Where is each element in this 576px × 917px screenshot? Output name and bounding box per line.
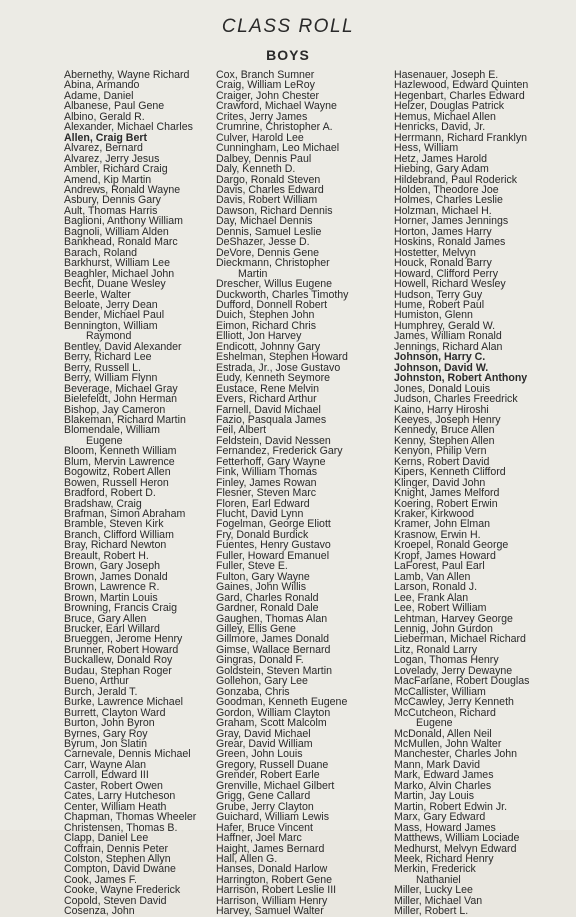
student-name: Abina, Armando bbox=[64, 79, 140, 92]
student-name: Kaino, Harry Hiroshi bbox=[394, 403, 489, 416]
student-name: Bowen, Russell Heron bbox=[64, 476, 169, 489]
student-name: Buckallew, Donald Roy bbox=[64, 654, 173, 667]
student-name: Martin, Robert Edwin Jr. bbox=[394, 800, 508, 813]
student-name: Bankhead, Ronald Marc bbox=[64, 236, 178, 249]
name-continuation: Nathaniel bbox=[416, 873, 461, 886]
student-name: Herrmann, Richard Franklyn bbox=[394, 131, 528, 144]
student-name: Budau, Stephan Roger bbox=[64, 664, 172, 677]
student-name: McMullen, John Walter bbox=[394, 738, 502, 750]
student-name: Compton, David Dwane bbox=[64, 863, 176, 876]
student-name: Carnevale, Dennis Michael bbox=[64, 748, 191, 761]
student-name: Burch, Jerald T. bbox=[64, 685, 138, 698]
student-name: Knight, James Melford bbox=[394, 487, 500, 500]
student-name: Hemus, Michael Allen bbox=[394, 110, 496, 123]
student-name: Gregory, Russell Duane bbox=[216, 758, 329, 771]
student-name: Adame, Daniel bbox=[64, 89, 134, 102]
student-name: Hanses, Donald Harlow bbox=[216, 863, 328, 876]
student-name: Blakeman, Richard Martin bbox=[64, 413, 186, 426]
student-name: Dawson, Richard Dennis bbox=[216, 204, 333, 217]
student-name: DeVore, Dennis Gene bbox=[216, 246, 320, 259]
student-name: Matthews, William Lociade bbox=[394, 832, 520, 845]
student-name: Fulton, Gary Wayne bbox=[216, 570, 310, 583]
student-name: Feldstein, David Nessen bbox=[216, 434, 331, 447]
student-name: Mann, Mark David bbox=[394, 758, 480, 771]
student-name: Craiger, John Chester bbox=[216, 89, 320, 102]
student-name: Davis, Robert William bbox=[216, 194, 318, 207]
student-name: Asbury, Dennis Gary bbox=[64, 194, 161, 207]
student-name: Day, Michael Dennis bbox=[216, 215, 313, 228]
student-name: Berry, Russell L. bbox=[64, 361, 141, 374]
student-name: Marko, Alvin Charles bbox=[394, 779, 492, 792]
student-name: Hall, Allen G. bbox=[216, 852, 278, 865]
student-name: Copold, Steven David bbox=[64, 894, 167, 907]
student-name: Cosenza, John bbox=[64, 905, 135, 917]
student-name: Humiston, Glenn bbox=[394, 309, 473, 322]
student-name: Hostetter, Melvyn bbox=[394, 246, 476, 259]
student-name: Gaines, John Willis bbox=[216, 581, 307, 594]
student-name: Hoskins, Ronald James bbox=[394, 236, 506, 249]
student-name: Center, William Heath bbox=[64, 800, 167, 813]
student-name: Brucker, Earl Willard bbox=[64, 623, 160, 636]
student-name: Gollehon, Gary Lee bbox=[216, 675, 308, 688]
student-name: Hetz, James Harold bbox=[394, 152, 488, 165]
student-name: Cook, James F. bbox=[64, 873, 138, 886]
student-name: Elliott, Jon Harvey bbox=[216, 330, 302, 343]
student-name: Blum, Mervin Lawrence bbox=[64, 455, 175, 468]
student-name: DeShazer, Jesse D. bbox=[216, 236, 310, 249]
name-continuation: Eugene bbox=[416, 717, 453, 730]
student-name: Grenville, Michael Gilbert bbox=[216, 779, 335, 792]
student-name: Byrnes, Gary Roy bbox=[64, 727, 148, 740]
student-name: Feil, Albert bbox=[216, 424, 267, 437]
student-name: Becht, Duane Wesley bbox=[64, 278, 166, 291]
student-name: Larson, Ronald J. bbox=[394, 581, 478, 594]
student-name: Miller, Robert L. bbox=[394, 905, 469, 917]
student-name: Fazio, Pasquala James bbox=[216, 413, 327, 426]
student-name: Brown, Martin Louis bbox=[64, 591, 158, 604]
student-name: Fuller, Steve E. bbox=[216, 560, 288, 573]
student-name: McDonald, Allen Neil bbox=[394, 727, 492, 740]
student-name: Kroepel, Ronald George bbox=[394, 539, 509, 552]
student-name: Evers, Richard Arthur bbox=[216, 393, 317, 406]
student-name: Kennedy, Bruce Allen bbox=[394, 424, 495, 437]
student-name: Bramble, Steven Kirk bbox=[64, 518, 164, 531]
student-name: Hiebing, Gary Adam bbox=[394, 163, 489, 176]
student-name: Gimse, Wallace Bernard bbox=[216, 643, 331, 656]
student-name: Graham, Scott Malcolm bbox=[216, 717, 327, 730]
student-name: Holmes, Charles Leslie bbox=[394, 194, 503, 207]
student-name: Bradford, Robert D. bbox=[64, 487, 156, 500]
student-name: Fetterhoff, Gary Wayne bbox=[216, 455, 326, 468]
student-name: McCawley, Jerry Kenneth bbox=[394, 696, 514, 709]
student-name: Estrada, Jr., Jose Gustavo bbox=[216, 361, 341, 374]
student-name: Krasnow, Erwin H. bbox=[394, 528, 481, 541]
student-name: Lamb, Van Allen bbox=[394, 570, 471, 583]
student-name: Haight, James Bernard bbox=[216, 842, 325, 855]
section-subtitle: BOYS bbox=[266, 47, 310, 63]
student-name: Eudy, Kenneth Seymore bbox=[216, 372, 331, 385]
student-name: Albino, Gerald R. bbox=[64, 110, 145, 123]
student-name: Barkhurst, William Lee bbox=[64, 257, 170, 270]
student-name: Kipers, Kenneth Clifford bbox=[394, 466, 506, 479]
student-name: Ambler, Richard Craig bbox=[64, 163, 168, 176]
student-name: LaForest, Paul Earl bbox=[394, 560, 485, 573]
student-name: Kerns, Robert David bbox=[394, 455, 490, 468]
student-name: Bruce, Gary Allen bbox=[64, 612, 147, 625]
student-name: Johnston, Robert Anthony bbox=[394, 372, 528, 385]
student-name: Fogelman, George Eliott bbox=[216, 518, 331, 531]
student-name: Lee, Frank Alan bbox=[394, 591, 469, 604]
student-name: Caster, Robert Owen bbox=[64, 779, 163, 792]
student-name: Duckworth, Charles Timothy bbox=[216, 288, 349, 301]
student-name: Marx, Gary Edward bbox=[394, 811, 486, 824]
student-name: Harrison, William Henry bbox=[216, 894, 328, 907]
student-name: Kropf, James Howard bbox=[394, 549, 496, 562]
student-name: Mark, Edward James bbox=[394, 769, 494, 782]
student-name: Green, John Louis bbox=[216, 748, 303, 761]
student-name: Lieberman, Michael Richard bbox=[394, 633, 526, 646]
student-name: McCutcheon, Richard bbox=[394, 706, 496, 719]
student-name: Kraker, Kirkwood bbox=[394, 508, 475, 521]
student-name: Grube, Jerry Clayton bbox=[216, 800, 314, 813]
student-name: Lennig, John Gurdon bbox=[394, 623, 493, 636]
student-name: Davis, Charles Edward bbox=[216, 183, 324, 196]
student-name: Bentley, David Alexander bbox=[64, 340, 182, 353]
student-name: Hafer, Bruce Vincent bbox=[216, 821, 313, 834]
student-name: Guichard, William Lewis bbox=[216, 811, 330, 824]
student-name: Bennington, William bbox=[64, 319, 158, 332]
student-name: Allen, Craig Bert bbox=[64, 131, 148, 144]
student-name: Goldstein, Steven Martin bbox=[216, 664, 332, 677]
student-name: Brown, Lawrence R. bbox=[64, 581, 160, 594]
student-name: Eshelman, Stephen Howard bbox=[216, 351, 348, 364]
student-name: Alexander, Michael Charles bbox=[64, 121, 193, 134]
student-name: Gonzaba, Chris bbox=[216, 685, 290, 698]
student-name: Manchester, Charles John bbox=[394, 748, 518, 761]
student-name: Grigg, Gene Callard bbox=[216, 790, 311, 803]
student-name: Farnell, David Michael bbox=[216, 403, 321, 416]
student-name: Miller, Michael Van bbox=[394, 894, 483, 907]
student-name: Bielefeldt, John Herman bbox=[64, 393, 178, 406]
student-name: Brafman, Simon Abraham bbox=[64, 508, 186, 521]
student-name: Blomendale, William bbox=[64, 424, 160, 437]
student-name: Gilley, Ellis Gene bbox=[216, 623, 296, 636]
student-name: Coffrain, Dennis Peter bbox=[64, 842, 169, 855]
student-name: Flesner, Steven Marc bbox=[216, 487, 317, 500]
student-name: Jennings, Richard Alan bbox=[394, 340, 503, 353]
student-name: Houck, Ronald Barry bbox=[394, 257, 492, 270]
student-name: Merkin, Frederick bbox=[394, 863, 476, 876]
student-name: Holzman, Michael H. bbox=[394, 204, 492, 217]
student-name: Hegenbart, Charles Edward bbox=[394, 89, 525, 102]
student-name: Eimon, Richard Chris bbox=[216, 319, 317, 332]
student-name: Drescher, Willus Eugene bbox=[216, 278, 332, 291]
student-name: Koering, Robert Erwin bbox=[394, 497, 498, 510]
student-name: Crites, Jerry James bbox=[216, 110, 308, 123]
student-name: Ault, Thomas Harris bbox=[64, 204, 158, 217]
student-name: Byrum, Jon Slatin bbox=[64, 738, 148, 750]
student-name: Harvey, Samuel Walter bbox=[216, 905, 324, 917]
student-name: Dargo, Ronald Steven bbox=[216, 173, 321, 186]
roll-columns bbox=[64, 69, 566, 917]
student-name: Fuller, Howard Emanuel bbox=[216, 549, 330, 562]
student-name: Floren, Earl Edward bbox=[216, 497, 310, 510]
student-name: Gillmore, James Donald bbox=[216, 633, 330, 646]
student-name: Meek, Richard Henry bbox=[394, 852, 494, 865]
name-continuation: Raymond bbox=[86, 330, 132, 343]
student-name: Cunningham, Leo Michael bbox=[216, 142, 340, 155]
page-title: CLASS ROLL bbox=[221, 16, 355, 37]
student-name: Dufford, Donnell Robert bbox=[216, 298, 328, 311]
student-name: Cates, Larry Hutcheson bbox=[64, 790, 176, 803]
student-name: Dalbey, Dennis Paul bbox=[216, 152, 312, 165]
student-name: Dennis, Samuel Leslie bbox=[216, 225, 322, 238]
student-name: Burton, John Byron bbox=[64, 717, 155, 730]
student-name: Humphrey, Gerald W. bbox=[394, 319, 496, 332]
student-name: Judson, Charles Freedrick bbox=[394, 393, 518, 406]
student-name: Flucht, David Lynn bbox=[216, 508, 304, 521]
student-name: Holden, Theodore Joe bbox=[394, 183, 499, 196]
student-name: Brown, Gary Joseph bbox=[64, 560, 160, 573]
student-name: Clapp, Daniel Lee bbox=[64, 832, 149, 845]
student-name: Bishop, Jay Cameron bbox=[64, 403, 166, 416]
student-name: Andrews, Ronald Wayne bbox=[64, 183, 181, 196]
name-continuation: Martin bbox=[238, 267, 268, 280]
student-name: Hasenauer, Joseph E. bbox=[394, 69, 499, 81]
student-name: Helzer, Douglas Patrick bbox=[394, 100, 505, 113]
student-name: Goodman, Kenneth Eugene bbox=[216, 696, 348, 709]
student-name: Alvarez, Bernard bbox=[64, 142, 143, 155]
student-name: Berry, William Flynn bbox=[64, 372, 158, 385]
student-name: Berry, Richard Lee bbox=[64, 351, 152, 364]
student-name: Jones, Donald Louis bbox=[394, 382, 490, 395]
student-name: Hudson, Terry Guy bbox=[394, 288, 483, 301]
roll-column-3 bbox=[394, 70, 562, 917]
student-name: Hume, Robert Paul bbox=[394, 298, 485, 311]
student-name: Klinger, David John bbox=[394, 476, 486, 489]
student-name: Haffner, Joel Marc bbox=[216, 832, 302, 845]
student-name: Brown, James Donald bbox=[64, 570, 168, 583]
student-name: Kenyon, Philip Vern bbox=[394, 445, 487, 458]
student-name: Brunner, Robert Howard bbox=[64, 643, 179, 656]
student-name: Henricks, David, Jr. bbox=[394, 121, 486, 134]
student-name: Hess, William bbox=[394, 142, 459, 155]
student-name: MacFarlane, Robert Douglas bbox=[394, 675, 530, 688]
student-name: Breault, Robert H. bbox=[64, 549, 149, 562]
student-name: Beloate, Jerry Dean bbox=[64, 298, 158, 311]
student-name: Gardner, Ronald Dale bbox=[216, 602, 319, 615]
student-name: Finley, James Rowan bbox=[216, 476, 317, 489]
student-name: Bagnoli, William Alden bbox=[64, 225, 169, 238]
student-name: Howard, Clifford Perry bbox=[394, 267, 499, 280]
student-name: Burke, Lawrence Michael bbox=[64, 696, 183, 709]
student-name: Martin, Jay Louis bbox=[394, 790, 475, 803]
student-name: Bueno, Arthur bbox=[64, 675, 129, 688]
student-name: Beerle, Walter bbox=[64, 288, 131, 301]
student-name: Miller, Lucky Lee bbox=[394, 884, 473, 897]
student-name: Logan, Thomas Henry bbox=[394, 654, 499, 667]
student-name: James, William Ronald bbox=[394, 330, 502, 343]
student-name: Grender, Robert Earle bbox=[216, 769, 320, 782]
student-name: Johnson, David W. bbox=[394, 361, 489, 374]
student-name: Fernandez, Frederick Gary bbox=[216, 445, 343, 458]
student-name: Johnson, Harry C. bbox=[394, 351, 486, 364]
student-name: Beaghler, Michael John bbox=[64, 267, 175, 280]
roll-column-1 bbox=[64, 70, 232, 917]
student-name: Litz, Ronald Larry bbox=[394, 643, 478, 656]
student-name: Gordon, William Clayton bbox=[216, 706, 331, 719]
student-name: Gray, David Michael bbox=[216, 727, 311, 740]
student-name: Cooke, Wayne Frederick bbox=[64, 884, 181, 897]
student-name: Fink, William Thomas bbox=[216, 466, 318, 479]
roll-column-2 bbox=[216, 70, 384, 917]
student-name: Kenny, Stephen Allen bbox=[394, 434, 495, 447]
student-name: Lehtman, Harvey George bbox=[394, 612, 513, 625]
student-name: Kramer, John Elman bbox=[394, 518, 490, 531]
student-name: Bogowitz, Robert Allen bbox=[64, 466, 171, 479]
student-name: Gaughen, Thomas Alan bbox=[216, 612, 328, 625]
student-name: Lovelady, Jerry Dewayne bbox=[394, 664, 513, 677]
student-name: Grear, David William bbox=[216, 738, 313, 750]
student-name: Hazlewood, Edward Quinten bbox=[394, 79, 529, 92]
student-name: Keeyes, Joseph Henry bbox=[394, 413, 501, 426]
student-name: Duich, Stephen John bbox=[216, 309, 315, 322]
student-name: Carroll, Edward III bbox=[64, 769, 149, 782]
student-name: Endicott, Johnny Gary bbox=[216, 340, 321, 353]
student-name: Hildebrand, Paul Roderick bbox=[394, 173, 518, 186]
student-name: Bradshaw, Craig bbox=[64, 497, 142, 510]
student-name: Gard, Charles Ronald bbox=[216, 591, 319, 604]
student-name: Browning, Francis Craig bbox=[64, 602, 178, 615]
student-name: Crumrine, Christopher A. bbox=[216, 121, 333, 134]
student-name: Fuentes, Henry Gustavo bbox=[216, 539, 331, 552]
student-name: Dieckmann, Christopher bbox=[216, 257, 330, 270]
student-name: Horton, James Harry bbox=[394, 225, 492, 238]
student-name: Harrison, Robert Leslie III bbox=[216, 884, 337, 897]
student-name: Carr, Wayne Alan bbox=[64, 758, 147, 771]
student-name: Bender, Michael Paul bbox=[64, 309, 165, 322]
student-name: Craig, William LeRoy bbox=[216, 79, 315, 92]
student-name: Albanese, Paul Gene bbox=[64, 100, 165, 113]
student-name: Amend, Kip Martin bbox=[64, 173, 152, 186]
student-name: Mass, Howard James bbox=[394, 821, 496, 834]
student-name: Medhurst, Melvyn Edward bbox=[394, 842, 517, 855]
student-name: Alvarez, Jerry Jesus bbox=[64, 152, 160, 165]
student-name: Beverage, Michael Gray bbox=[64, 382, 178, 395]
student-name: Crawford, Michael Wayne bbox=[216, 100, 337, 113]
student-name: McCallister, William bbox=[394, 685, 486, 698]
student-name: Bray, Richard Newton bbox=[64, 539, 167, 552]
student-name: Harrington, Robert Gene bbox=[216, 873, 333, 886]
student-name: Christensen, Thomas B. bbox=[64, 821, 178, 834]
student-name: Daly, Kenneth D. bbox=[216, 163, 296, 176]
student-name: Barach, Roland bbox=[64, 246, 138, 259]
student-name: Burrett, Clayton Ward bbox=[64, 706, 166, 719]
student-name: Cox, Branch Sumner bbox=[216, 69, 315, 81]
name-continuation: Eugene bbox=[86, 434, 123, 447]
student-name: Fry, Donald Burdick bbox=[216, 528, 309, 541]
student-name: Horner, James Jennings bbox=[394, 215, 509, 228]
student-name: Branch, Clifford William bbox=[64, 528, 174, 541]
student-name: Lee, Robert William bbox=[394, 602, 487, 615]
student-name: Brueggen, Jerome Henry bbox=[64, 633, 183, 646]
student-name: Eustace, Rene Melvin bbox=[216, 382, 320, 395]
student-name: Bloom, Kenneth William bbox=[64, 445, 177, 458]
student-name: Colston, Stephen Allyn bbox=[64, 852, 171, 865]
student-name: Chapman, Thomas Wheeler bbox=[64, 811, 197, 824]
student-name: Gingras, Donald F. bbox=[216, 654, 304, 667]
student-name: Culver, Harold Lee bbox=[216, 131, 304, 144]
student-name: Abernethy, Wayne Richard bbox=[64, 69, 190, 81]
student-name: Baglioni, Anthony William bbox=[64, 215, 183, 228]
student-name: Howell, Richard Wesley bbox=[394, 278, 506, 291]
